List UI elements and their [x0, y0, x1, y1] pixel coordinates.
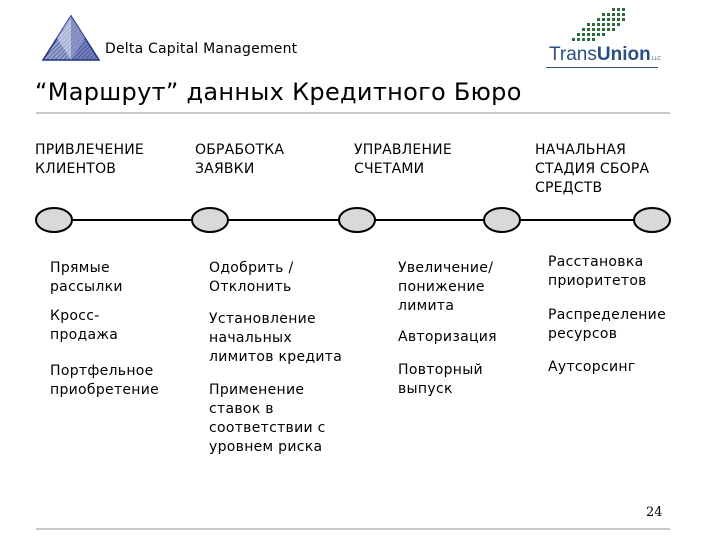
footer-divider — [36, 528, 670, 530]
timeline-node-1 — [36, 208, 72, 232]
stage-heading-4: НАЧАЛЬНАЯ СТАДИЯ СБОРА СРЕДСТВ — [535, 142, 650, 196]
partner-logo-union: Union — [596, 44, 651, 65]
timeline — [35, 205, 675, 235]
stage-2-item: Одобрить / Отклонить — [209, 260, 294, 295]
timeline-node-4 — [484, 208, 520, 232]
stage-3-item: Повторный выпуск — [398, 362, 483, 397]
page-number: 24 — [646, 505, 663, 520]
stage-heading-1: ПРИВЛЕЧЕНИЕ КЛИЕНТОВ — [35, 142, 144, 177]
partner-logo-tm: LLC — [651, 56, 661, 62]
timeline-node-2 — [192, 208, 228, 232]
stage-1-item: Кросс- продажа — [50, 308, 119, 343]
title-divider — [36, 112, 670, 114]
stage-heading-2: ОБРАБОТКА ЗАЯВКИ — [195, 142, 285, 177]
timeline-node-3 — [339, 208, 375, 232]
delta-triangle-logo-icon — [41, 14, 101, 62]
stage-3-item: Авторизация — [398, 329, 497, 345]
stage-4-item: Расстановка приоритетов — [548, 254, 647, 289]
slide-title: “Маршрут” данных Кредитного Бюро — [35, 78, 522, 106]
partner-logo-underline — [546, 67, 658, 68]
stage-1-item: Портфельное приобретение — [50, 363, 160, 398]
stage-4-item: Распределение ресурсов — [548, 307, 666, 342]
partner-logo-trans: Trans — [549, 44, 597, 65]
stage-1-item: Прямые рассылки — [50, 260, 123, 295]
stage-2-item: Установление начальных лимитов кредита — [209, 311, 343, 365]
stage-heading-3: УПРАВЛЕНИЕ СЧЕТАМИ — [354, 142, 452, 177]
stage-3-item: Увеличение/ понижение лимита — [398, 260, 494, 314]
company-name: Delta Capital Management — [105, 41, 298, 57]
stage-2-item: Применение ставок в соответствии с уровнем риска — [209, 382, 326, 455]
partner-logo — [549, 44, 661, 68]
stage-4-item: Аутсорсинг — [548, 359, 636, 375]
bar-grid-logo-icon — [572, 8, 628, 44]
timeline-node-5 — [634, 208, 670, 232]
